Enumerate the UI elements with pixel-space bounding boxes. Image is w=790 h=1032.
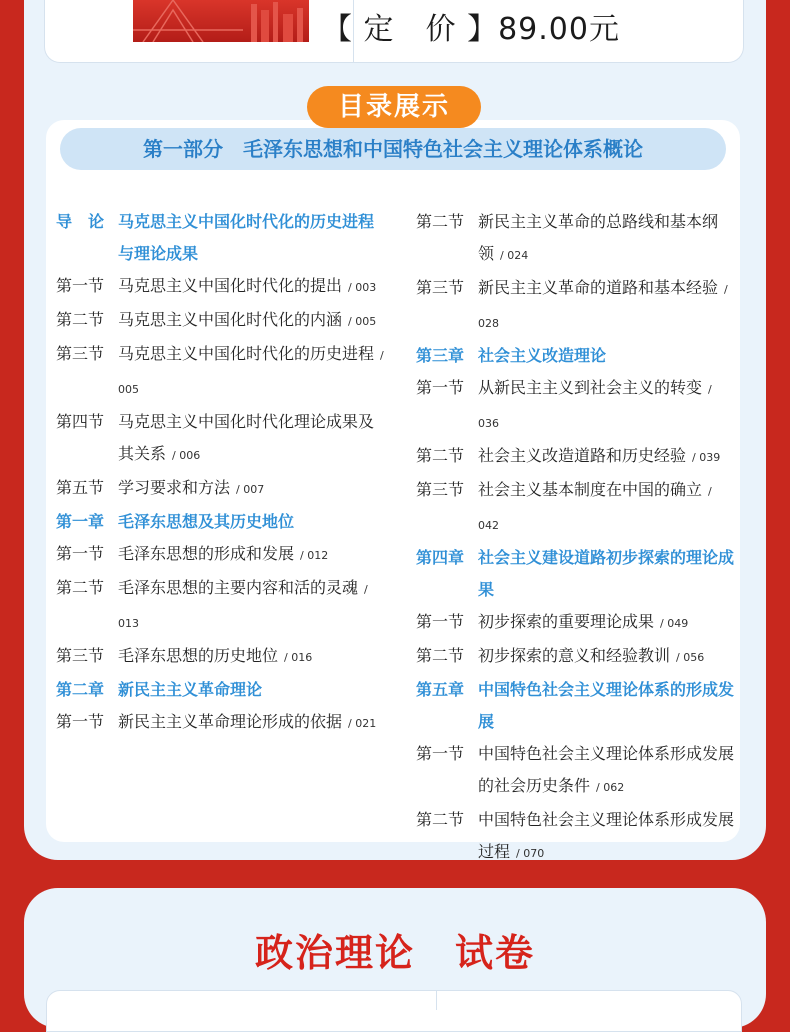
toc-title: 中国特色社会主义理论体系形成发展的社会历史条件 bbox=[478, 744, 735, 795]
toc-title: 社会主义改造理论 bbox=[478, 346, 607, 365]
toc-label: 第一章 bbox=[56, 512, 105, 531]
toc-page-number: / 003 bbox=[348, 281, 377, 294]
toc-section bbox=[416, 206, 734, 272]
toc-label: 第二节 bbox=[56, 310, 105, 329]
price-label: 【 定 价 】89.00元 bbox=[322, 12, 620, 47]
toc-text bbox=[478, 372, 734, 440]
toc-label: 第一节 bbox=[56, 276, 105, 295]
bottom-divider bbox=[436, 990, 437, 1010]
toc-text bbox=[478, 440, 734, 474]
toc-chapter bbox=[56, 674, 386, 706]
toc-label: 第五节 bbox=[56, 478, 105, 497]
toc-chapter bbox=[416, 340, 734, 372]
toc-section bbox=[56, 472, 386, 506]
toc-title: 从新民主主义到社会主义的转变 bbox=[478, 378, 703, 397]
toc-section bbox=[416, 440, 734, 474]
toc-section bbox=[56, 338, 386, 406]
toc-label: 第三节 bbox=[416, 480, 465, 499]
toc-page-number: / 049 bbox=[660, 617, 689, 630]
toc-section bbox=[56, 304, 386, 338]
toc-text bbox=[478, 674, 734, 738]
toc-page-number: / 024 bbox=[500, 249, 529, 262]
toc-page-number: / 036 bbox=[478, 383, 712, 430]
bottom-content-box bbox=[46, 990, 742, 1032]
toc-title: 马克思主义中国化时代化的历史进程与理论成果 bbox=[118, 212, 375, 263]
toc-label: 第二节 bbox=[416, 646, 465, 665]
toc-label: 第三节 bbox=[416, 278, 465, 297]
toc-section bbox=[416, 738, 734, 804]
toc-text bbox=[118, 506, 386, 538]
toc-page-number: / 013 bbox=[118, 583, 368, 630]
toc-title: 毛泽东思想的主要内容和活的灵魂 bbox=[118, 578, 359, 597]
toc-page-number: / 005 bbox=[348, 315, 377, 328]
toc-label: 第二节 bbox=[416, 446, 465, 465]
toc-title: 新民主主义革命的道路和基本经验 bbox=[478, 278, 719, 297]
toc-title: 学习要求和方法 bbox=[118, 478, 231, 497]
toc-text bbox=[118, 270, 386, 304]
toc-title: 马克思主义中国化时代化的内涵 bbox=[118, 310, 343, 329]
toc-label: 第一节 bbox=[56, 712, 105, 731]
toc-label: 第二节 bbox=[416, 212, 465, 231]
toc-section bbox=[416, 474, 734, 542]
toc-label: 第五章 bbox=[416, 680, 465, 699]
toc-section bbox=[56, 406, 386, 472]
toc-page-number: / 007 bbox=[236, 483, 265, 496]
toc-label: 第一节 bbox=[416, 612, 465, 631]
toc-title: 中国特色社会主义理论体系形成发展过程 bbox=[478, 810, 735, 861]
toc-label: 第二节 bbox=[56, 578, 105, 597]
toc-text bbox=[118, 338, 386, 406]
toc-page-number: / 062 bbox=[596, 781, 625, 794]
toc-text bbox=[478, 738, 734, 804]
toc-title: 社会主义改造道路和历史经验 bbox=[478, 446, 687, 465]
toc-chapter bbox=[416, 542, 734, 606]
toc-label: 第二节 bbox=[416, 810, 465, 829]
toc-text bbox=[118, 674, 386, 706]
toc-title: 新民主主义革命理论 bbox=[118, 680, 263, 699]
toc-text bbox=[478, 542, 734, 606]
toc-section bbox=[416, 372, 734, 440]
toc-right-column bbox=[416, 206, 734, 870]
toc-text bbox=[478, 640, 734, 674]
toc-page-number: / 016 bbox=[284, 651, 313, 664]
toc-title: 社会主义建设道路初步探索的理论成果 bbox=[478, 548, 735, 599]
toc-text bbox=[118, 206, 386, 270]
toc-title: 毛泽东思想的形成和发展 bbox=[118, 544, 295, 563]
toc-text bbox=[118, 572, 386, 640]
toc-page-number: / 028 bbox=[478, 283, 728, 330]
toc-label: 第三节 bbox=[56, 344, 105, 363]
toc-title: 初步探索的意义和经验教训 bbox=[478, 646, 671, 665]
toc-page-number: / 021 bbox=[348, 717, 377, 730]
toc-text bbox=[118, 640, 386, 674]
toc-section bbox=[56, 706, 386, 740]
toc-text bbox=[478, 206, 734, 272]
toc-left-column bbox=[56, 206, 386, 740]
toc-chapter bbox=[56, 506, 386, 538]
toc-title: 初步探索的重要理论成果 bbox=[478, 612, 655, 631]
toc-title: 毛泽东思想的历史地位 bbox=[118, 646, 279, 665]
part-title: 第一部分 毛泽东思想和中国特色社会主义理论体系概论 bbox=[60, 128, 726, 170]
toc-label: 第四章 bbox=[416, 548, 465, 567]
toc-label: 第四节 bbox=[56, 412, 105, 431]
toc-title: 新民主主义革命理论形成的依据 bbox=[118, 712, 343, 731]
toc-section bbox=[56, 538, 386, 572]
toc-title: 中国特色社会主义理论体系的形成发展 bbox=[478, 680, 735, 731]
toc-text bbox=[118, 706, 386, 740]
toc-page-number: / 012 bbox=[300, 549, 329, 562]
toc-label: 第一节 bbox=[416, 378, 465, 397]
toc-label: 第一节 bbox=[416, 744, 465, 763]
toc-text bbox=[118, 304, 386, 338]
toc-section bbox=[56, 572, 386, 640]
toc-page-number: / 056 bbox=[676, 651, 705, 664]
toc-page-number: / 039 bbox=[692, 451, 721, 464]
toc-title: 社会主义基本制度在中国的确立 bbox=[478, 480, 703, 499]
toc-section bbox=[56, 640, 386, 674]
toc-label: 第三节 bbox=[56, 646, 105, 665]
toc-section bbox=[416, 640, 734, 674]
toc-text bbox=[478, 272, 734, 340]
toc-title: 马克思主义中国化时代化的历史进程 bbox=[118, 344, 375, 363]
toc-page-number: / 042 bbox=[478, 485, 712, 532]
toc-text bbox=[118, 406, 386, 472]
toc-section bbox=[416, 804, 734, 870]
toc-panel bbox=[46, 120, 740, 861]
toc-section bbox=[416, 606, 734, 640]
toc-title: 马克思主义中国化时代化理论成果及其关系 bbox=[118, 412, 375, 463]
toc-page-number: / 006 bbox=[172, 449, 201, 462]
toc-badge: 目录展示 bbox=[307, 86, 481, 128]
toc-page-number: / 005 bbox=[118, 349, 384, 396]
toc-title: 马克思主义中国化时代化的提出 bbox=[118, 276, 343, 295]
bottom-title: 政治理论 试卷 bbox=[254, 931, 535, 975]
toc-label: 第一节 bbox=[56, 544, 105, 563]
toc-label: 导 论 bbox=[56, 212, 105, 231]
toc-text bbox=[478, 340, 734, 372]
toc-page-number: / 070 bbox=[516, 847, 545, 860]
toc-text bbox=[478, 606, 734, 640]
toc-text bbox=[118, 472, 386, 506]
toc-text bbox=[478, 804, 734, 870]
toc-title: 毛泽东思想及其历史地位 bbox=[118, 512, 295, 531]
toc-chapter bbox=[416, 674, 734, 738]
toc-text bbox=[478, 474, 734, 542]
toc-section bbox=[416, 272, 734, 340]
toc-label: 第二章 bbox=[56, 680, 105, 699]
toc-label: 第三章 bbox=[416, 346, 465, 365]
toc-text bbox=[118, 538, 386, 572]
toc-chapter bbox=[56, 206, 386, 270]
toc-title: 新民主主义革命的总路线和基本纲领 bbox=[478, 212, 719, 263]
book-cover-image bbox=[133, 0, 309, 42]
toc-section bbox=[56, 270, 386, 304]
